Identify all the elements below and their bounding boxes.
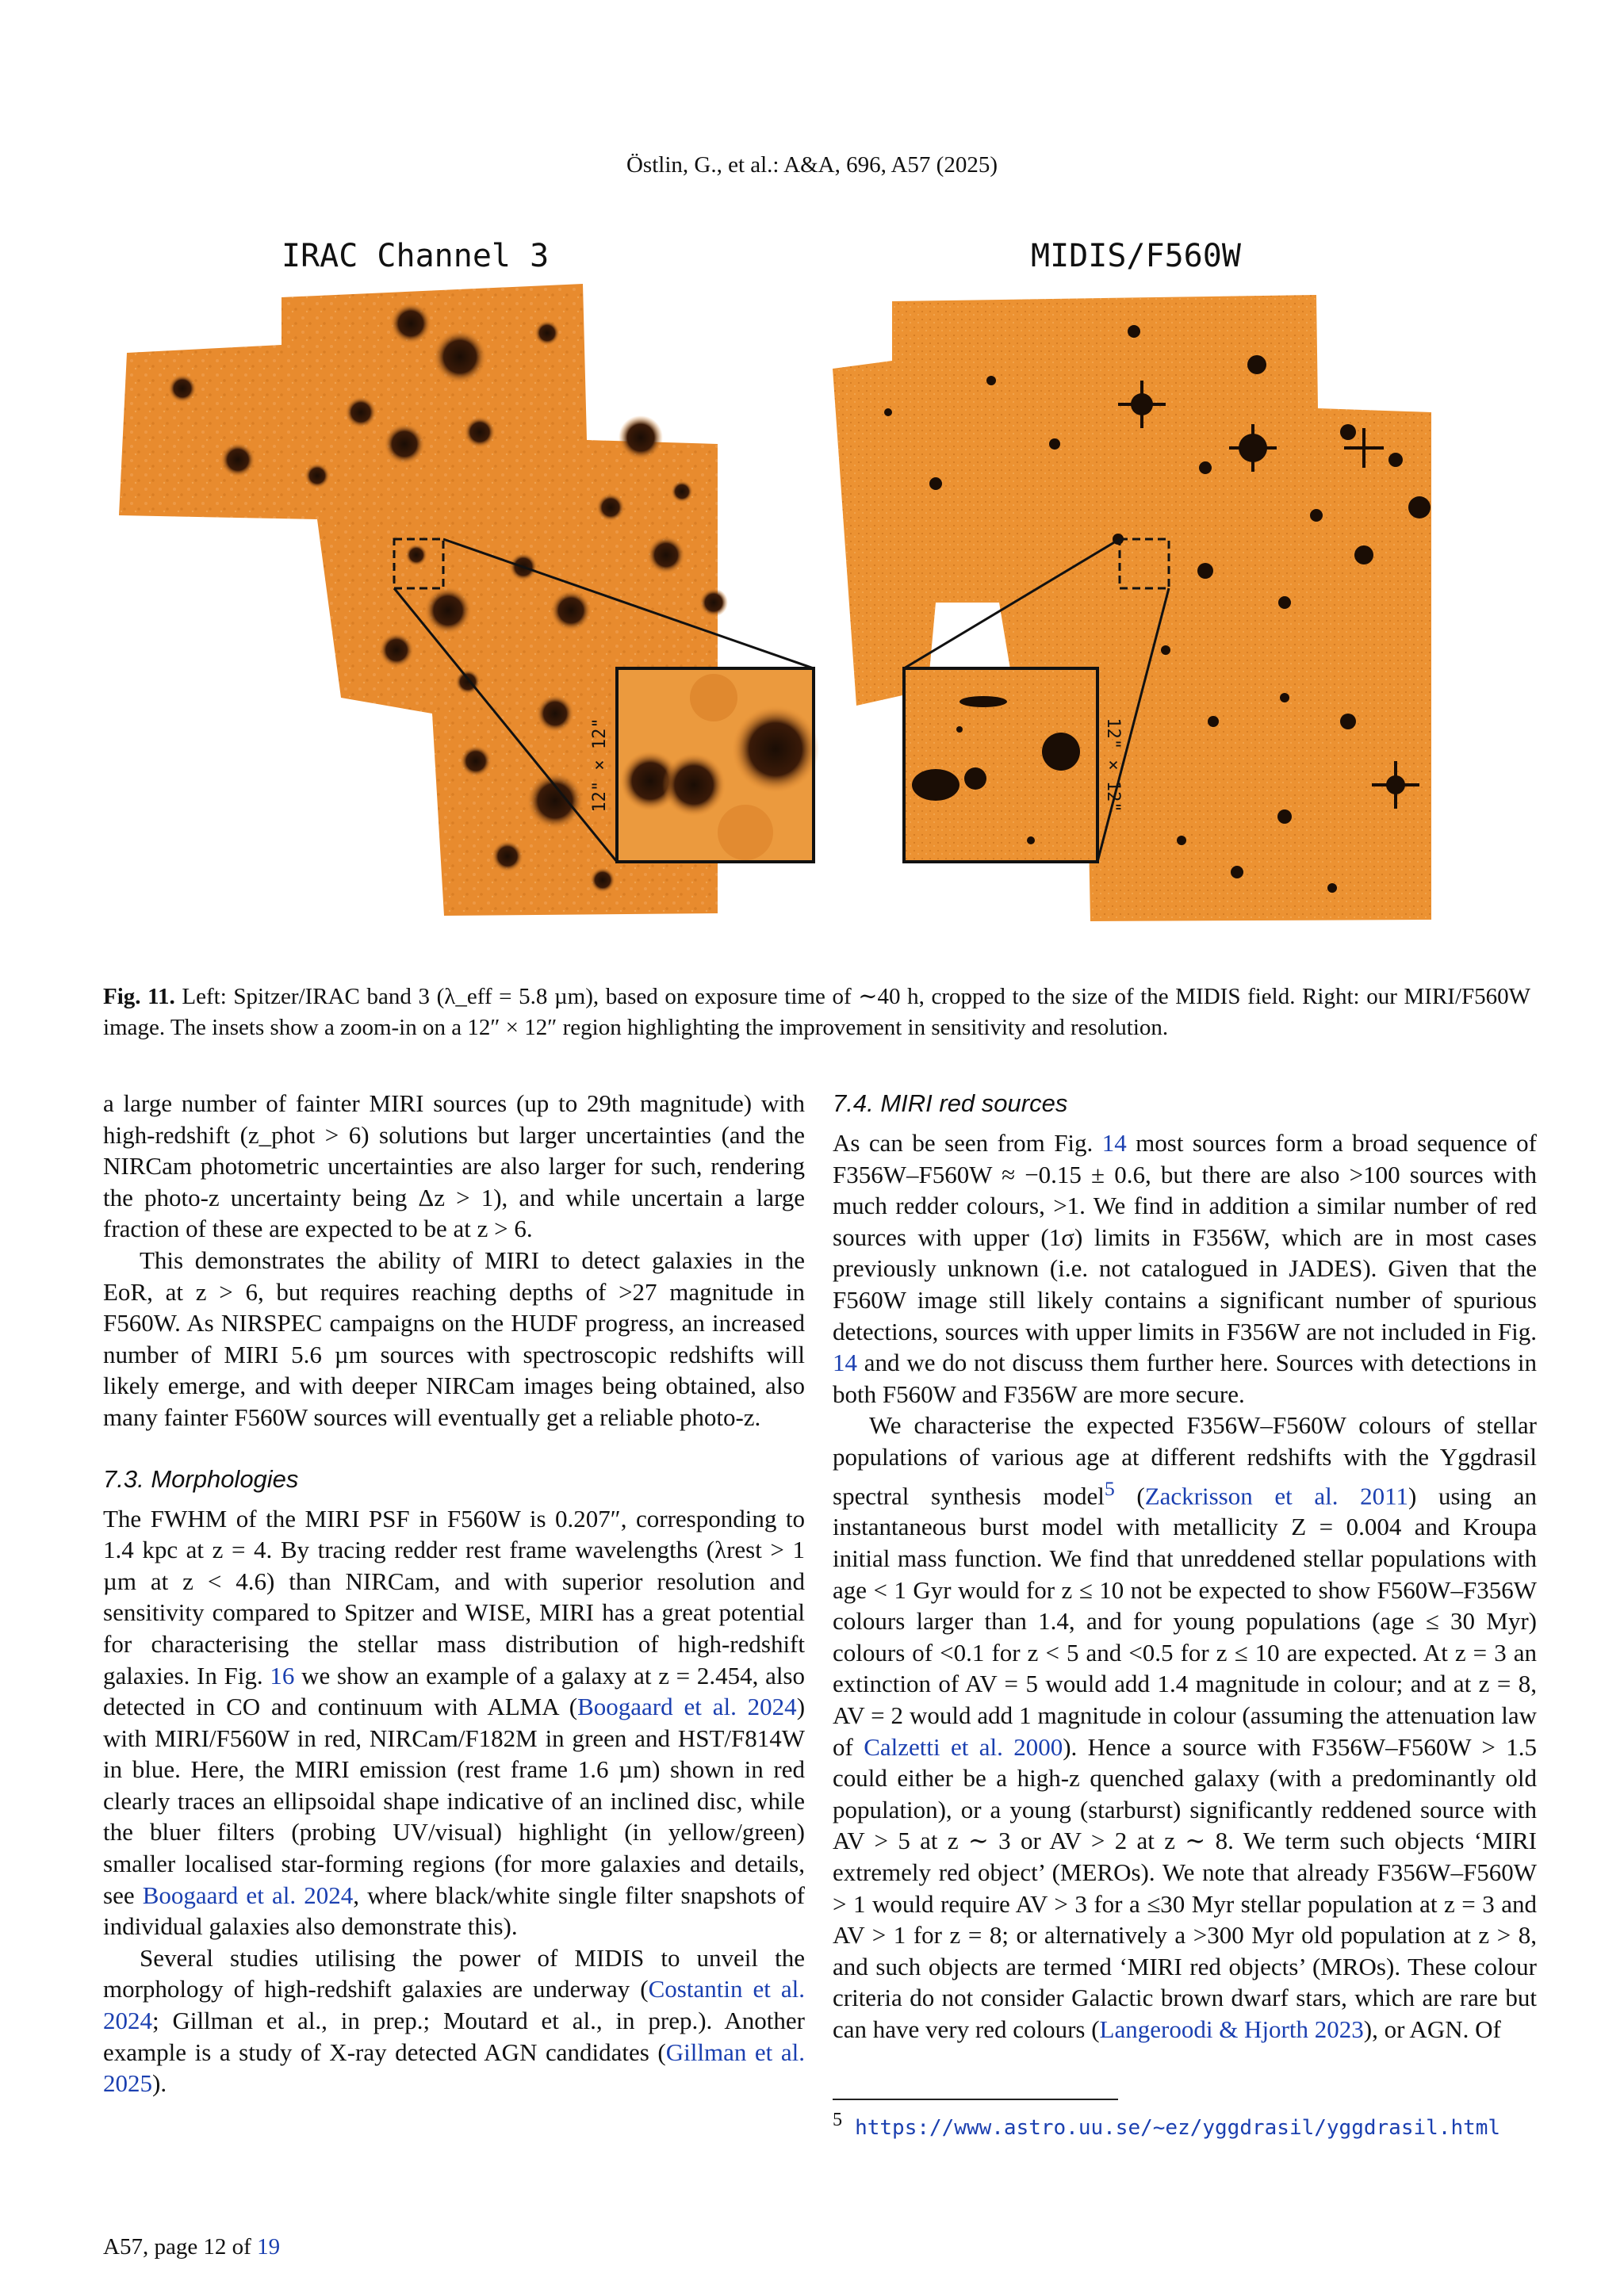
footnote-marker[interactable]: 5	[1104, 1476, 1115, 1500]
figure-caption	[103, 982, 1530, 1043]
citation-link[interactable]: Langeroodi & Hjorth 2023	[1099, 2015, 1364, 2043]
section-heading-7-3: 7.3. Morphologies	[103, 1464, 299, 1493]
left-column	[103, 1088, 805, 2099]
citation-link[interactable]: Boogaard et al. 2024	[142, 1881, 354, 1909]
caption-label: Fig. 11.	[103, 984, 175, 1009]
citation-link[interactable]: Boogaard et al. 2024	[577, 1693, 797, 1721]
citation-link[interactable]: Zackrisson et al. 2011	[1144, 1481, 1408, 1510]
footnote: $^5$ https://www.astro.uu.se/~ez/yggdrasil/yggdrasil.html	[833, 2109, 1501, 2140]
right-column	[833, 1088, 1537, 2045]
left-inset	[617, 668, 819, 862]
left-inset-label: 12" × 12"	[590, 718, 610, 813]
citation-link[interactable]: Calzetti et al. 2000	[864, 1732, 1063, 1761]
left-panel-title: IRAC Channel 3	[282, 238, 550, 274]
total-pages-link[interactable]: 19	[257, 2234, 281, 2260]
paragraph: Several studies utilising the power of MIDIS to unveil the morphology of high-redshift galaxies are underway (Costantin et al. 2024; Gillman et al., in prep.; Moutard et al., in prep.). Another example is a study of X-ray detected AGN candidates (Gillman et al. 2025).	[103, 1943, 805, 2098]
running-head: Östlin, G., et al.: A&A, 696, A57 (2025)	[626, 152, 998, 178]
paragraph: This demonstrates the ability of MIRI to detect galaxies in the EoR, at z > 6, but requires reaching depths of >27 magnitude in F560W. As NIRSPEC campaigns on the HUDF progress, an increased number of MIRI 5.6 µm sources with spectroscopic redshifts will likely emerge, and with deeper NIRCam images being obtained, also many fainter F560W sources will eventually get a reliable photo-z.	[103, 1246, 805, 1431]
citation-link[interactable]: Gillman et al. 2025	[103, 2038, 805, 2098]
caption-text: Left: Spitzer/IRAC band 3 (λ_eff = 5.8 µm), based on exposure time of ∼40 h, cropped to the size of the MIDIS field. Right: our MIRI/F560W image. The insets show a zoom-in on a 12″ × 12″ region highlighting the improvement in sensitivity and resolution.	[103, 984, 1530, 1040]
right-inset-label: 12" × 12"	[1103, 718, 1123, 813]
paragraph: The FWHM of the MIRI PSF in F560W is 0.207″, corresponding to 1.4 kpc at z = 4. By tracing redder rest frame wavelengths (λrest > 1 µm at z < 4.6) than NIRCam, and with superior resolution and sensitivity compared to Spitzer and WISE, MIRI has a great potential for characterising the stellar mass distribution of high-redshift galaxies. In Fig. 16 we show an example of a galaxy at z = 2.454, also detected in CO and continuum with ALMA (Boogaard et al. 2024) with MIRI/F560W in red, NIRCam/F182M in green and HST/F814W in blue. Here, the MIRI emission (rest frame 1.6 µm) shown in red clearly traces an ellipsoidal shape indicative of an inclined disc, while the bluer filters (probing UV/visual) highlight (in yellow/green) smaller localised star-forming regions (for more galaxies and details, see Boogaard et al. 2024, where black/white single filter snapshots of individual galaxies also demonstrate this).	[103, 1504, 806, 1941]
paragraph: As can be seen from Fig. 14 most sources form a broad sequence of F356W–F560W ≈ −0.15 ± 0.6, but there are also >100 sources with much redder colours, >1. We find in addition a similar number of red sources with upper (1σ) limits in F356W, which are in most cases previously unknown (i.e. not catalogued in JADES). Given that the F560W image still likely contains a significant number of spurious detections, sources with upper limits in F356W are not included in Fig. 14 and we do not discuss them further here. Sources with detections in both F560W and F356W are more secure.	[833, 1129, 1537, 1408]
section-heading-7-4: 7.4. MIRI red sources	[833, 1089, 1068, 1117]
right-panel-title: MIDIS/F560W	[1031, 238, 1241, 274]
paragraph: We characterise the expected F356W–F560W colours of stellar populations of various age at different redshifts with the Yggdrasil spectral synthesis model$^5$ (Zackrisson et al. 2011) using an instantaneous burst model with metallicity Z = 0.004 and Kroupa initial mass function. We find that unreddened stellar populations with age < 1 Gyr would for z ≤ 10 not be expected to show F560W–F356W colours larger than 1.4, and for young populations (age ≤ 30 Myr) colours of <0.1 for z < 5 and <0.5 for z ≤ 10 are expected. At z = 3 an extinction of AV = 5 would add 1.4 magnitude in colour; and at z = 8, AV = 2 would add 1 magnitude in colour (assuming the attenuation law of Calzetti et al. 2000). Hence a source with F356W–F560W > 1.5 could either be a high-z quenched galaxy (with a predominantly old population), or a young (starburst) significantly reddened source with AV > 5 at z ∼ 3 or AV > 2 at z ∼ 8. We term such objects ‘MIRI extremely red object’ (MEROs). We note that already F356W–F560W > 1 would require AV > 3 for a ≤30 Myr stellar population at z = 3 and AV > 1 for z = 8; or alternatively a >300 Myr old population at z > 8, and such objects are termed ‘MIRI red objects’ (MROs). These colour criteria do not consider Galactic brown dwarf stars, which are rare but can have very red colours (Langeroodi & Hjorth 2023), or AGN. Of	[833, 1411, 1538, 2043]
right-inset	[904, 668, 1097, 862]
paragraph: a large number of fainter MIRI sources (up to 29th magnitude) with high-redshift (z_phot > 6) solutions but larger uncertainties (and the NIRCam photometric uncertainties are also larger for such, rendering the photo-z uncertainty being Δz > 1), and while uncertain a large fraction of these are expected to be at z > 6.	[103, 1089, 805, 1243]
footnote-url-link[interactable]: https://www.astro.uu.se/~ez/yggdrasil/yggdrasil.html	[855, 2115, 1501, 2140]
figure-11	[0, 270, 1624, 951]
page-footer: A57, page 12 of 19	[103, 2234, 281, 2260]
figure-link[interactable]: 14	[833, 1349, 857, 1377]
figure-link[interactable]: 14	[1101, 1129, 1127, 1157]
figure-link[interactable]: 16	[270, 1661, 295, 1689]
footnote-divider	[833, 2099, 1118, 2100]
citation-link[interactable]: Costantin et al. 2024	[103, 1975, 805, 2035]
